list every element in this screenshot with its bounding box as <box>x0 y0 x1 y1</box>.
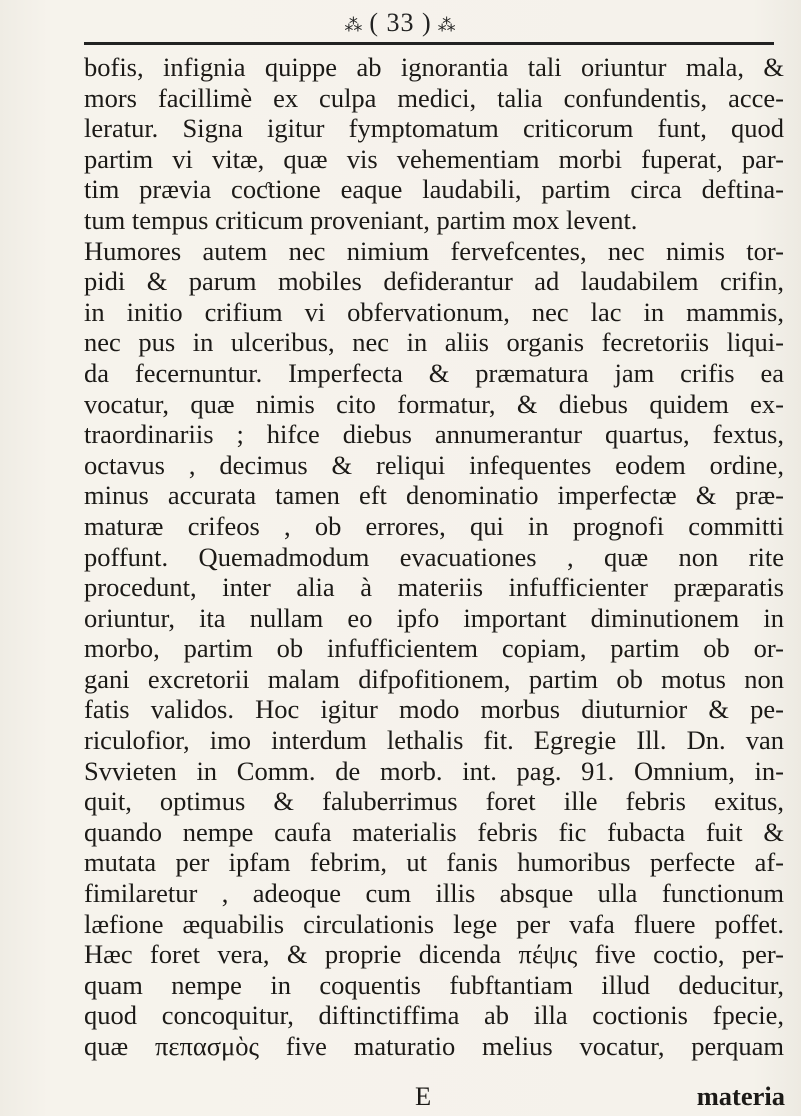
text-line: quæ πεπασμὸς five maturatio melius vocatur, perquam <box>84 1031 784 1061</box>
page-footer <box>0 1081 801 1113</box>
text-line: bofis, infignia quippe ab ignorantia tali oriuntur mala, & <box>84 52 784 82</box>
text-line: quam nempe in coquentis fubftantiam illud deducitur, <box>84 969 784 1000</box>
text-line: procedunt, inter alia à materiis infufficienter præparatis <box>84 572 784 603</box>
text-line: da fecernuntur. Imperfecta & præmatura jam crifis ea <box>84 357 784 388</box>
text-line: tim prævia coƈtione eaque laudabili, partim circa deftina- <box>84 174 784 205</box>
text-line: morbo, partim ob infufficientem copiam, partim ob or- <box>84 633 784 664</box>
text-line: quod concoquitur, diftinctiffima ab illa coctionis fpecie, <box>84 1000 784 1031</box>
text-line: læfione æquabilis circulationis lege per vafa fluere poffet. <box>84 908 784 939</box>
text-line: octavus , decimus & reliqui infequentes eodem ordine, <box>84 449 784 480</box>
body-text <box>84 52 784 1062</box>
ornament-left-icon: ⁂ <box>344 14 364 35</box>
text-line: tum tempus criticum proveniant, partim mox levent. <box>84 204 638 235</box>
text-line: fatis validos. Hoc igitur modo morbus diuturnior & pe- <box>84 694 784 725</box>
text-line: vocatur, quæ nimis cito formatur, & diebus quidem ex- <box>84 388 784 419</box>
text-line: maturæ crifeos , ob errores, qui in prognofi committi <box>84 510 784 541</box>
text-line: quando nempe caufa materialis febris fic fubacta fuit & <box>84 816 784 847</box>
text-line: minus accurata tamen eft denominatio imperfectæ & præ- <box>84 480 784 511</box>
ornament-right-icon: ⁂ <box>437 14 457 35</box>
text-line: nec pus in ulceribus, nec in aliis organis fecretoriis liqui- <box>84 327 784 358</box>
signature-mark: E <box>415 1081 432 1111</box>
text-line: poffunt. Quemadmodum evacuationes , quæ non rite <box>84 541 784 572</box>
text-line: quit, optimus & faluberrimus foret ille febris exitus, <box>84 786 784 817</box>
page-number: ( 33 ) <box>369 8 432 37</box>
catchword: materia <box>696 1081 785 1111</box>
text-line: pidi & parum mobiles defiderantur ad laudabilem crifin, <box>84 266 784 297</box>
text-line: Svvieten in Comm. de morb. int. pag. 91. Omnium, in- <box>84 755 784 786</box>
text-line: in initio crifium vi obfervationum, nec lac in mammis, <box>84 296 784 327</box>
text-line: partim vi vitæ, quæ vis vehementiam morbi fuperat, par- <box>84 143 784 174</box>
text-line: mutata per ipfam febrim, ut fanis humoribus perfecte af- <box>84 847 784 878</box>
text-line: fimilaretur , adeoque cum illis absque ulla functionum <box>84 878 784 909</box>
text-line: Hæc foret vera, & proprie dicenda πέψις five coctio, per- <box>84 939 784 970</box>
text-line: Humores autem nec nimium fervefcentes, nec nimis tor- <box>84 235 784 266</box>
text-line: riculofior, imo interdum lethalis fit. Egregie Ill. Dn. van <box>84 725 784 756</box>
text-line: oriuntur, ita nullam eo ipfo important diminutionem in <box>84 602 784 633</box>
page-header <box>0 8 801 38</box>
text-line: traordinariis ; hifce diebus annumerantur quartus, fextus, <box>84 419 784 450</box>
text-line: leratur. Signa igitur fymptomatum criticorum funt, quod <box>84 113 784 144</box>
header-rule <box>84 42 774 45</box>
text-line: mors facillimè ex culpa medici, talia confundentis, acce- <box>84 82 784 113</box>
text-line: gani excretorii malam difpofitionem, partim ob motus non <box>84 663 784 694</box>
